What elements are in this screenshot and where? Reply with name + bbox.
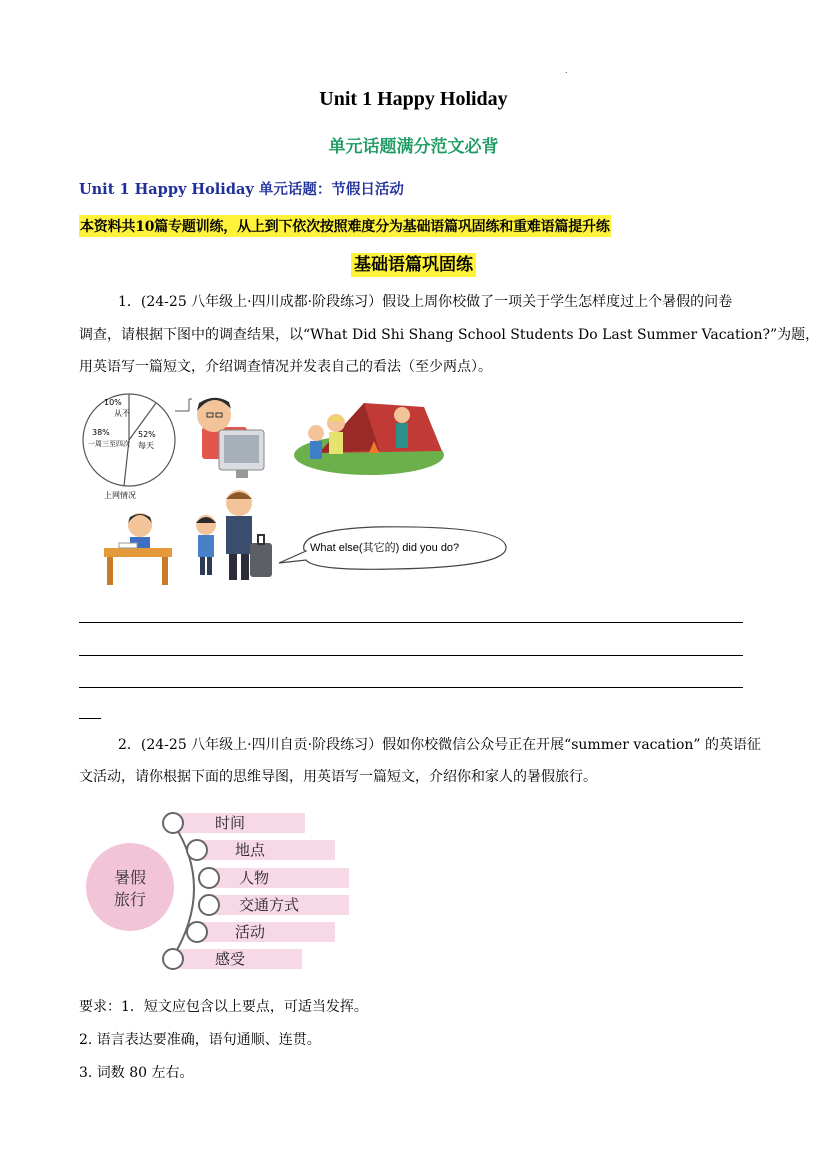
requirement-2: 2. 语言表达要准确，语句通顺、连贯。	[79, 1032, 321, 1048]
q2-line-1: 2．(24-25 八年级上·四川自贡·阶段练习）假如你校微信公众号正在开展“summer vacation” 的英语征	[118, 737, 762, 753]
mind-map-center-line-1: 暑假	[113, 868, 146, 887]
mind-map-item-feelings: 感受	[215, 950, 246, 968]
document-subtitle: 单元话题满分范文必背	[328, 137, 499, 157]
section-heading	[0, 250, 827, 275]
mind-map	[85, 805, 365, 975]
speech-bubble-text: What else(其它的) did you do?	[310, 542, 460, 554]
page-dot: .	[565, 66, 568, 75]
mind-map-item-place: 地点	[235, 841, 266, 859]
mind-map-item-transport: 交通方式	[239, 896, 300, 914]
q1-line-1: 1．(24-25 八年级上·四川成都·阶段练习）假设上周你校做了一项关于学生怎样度过上个暑假的问卷	[118, 294, 733, 310]
section-heading-text: 基础语篇巩固练	[351, 253, 476, 277]
pie-slice-label-never-pct: 10%	[104, 398, 122, 407]
q2-line-2: 文活动，请你根据下面的思维导图，用英语写一篇短文，介绍你和家人的暑假旅行。	[79, 769, 597, 785]
pie-slice-label-weekly: 一周三至四次	[88, 440, 130, 448]
requirement-1: 要求：1．短文应包含以上要点，可适当发挥。	[79, 999, 368, 1015]
mind-map-item-time: 时间	[215, 814, 246, 832]
intro-note: 本资料共10篇专题训练，从上到下依次按照难度分为基础语篇巩固练和重难语篇提升练	[79, 215, 611, 237]
family-travel-illustration	[196, 490, 272, 580]
q1-figure	[74, 385, 524, 590]
pie-caption: 上网情况	[104, 491, 136, 500]
document-title: Unit 1 Happy Holiday	[319, 88, 508, 110]
boy-studying-illustration	[104, 513, 172, 585]
pie-slice-label-never: 从不	[114, 409, 130, 418]
answer-line-2[interactable]	[79, 655, 743, 656]
pie-slice-label-daily: 每天	[138, 441, 154, 450]
q1-line-3: 用英语写一篇短文，介绍调查情况并发表自己的看法（至少两点）。	[79, 359, 492, 375]
unit-topic-line: Unit 1 Happy Holiday 单元话题：节假日活动	[79, 181, 404, 198]
answer-line-1[interactable]	[79, 622, 743, 623]
answer-line-3[interactable]	[79, 687, 743, 688]
answer-line-4[interactable]	[79, 718, 101, 719]
pie-slice-label-weekly-pct: 38%	[92, 428, 110, 437]
mind-map-item-people: 人物	[239, 869, 270, 887]
camping-illustration	[294, 403, 444, 475]
mind-map-center-line-2: 旅行	[113, 890, 146, 909]
requirement-3: 3. 词数 80 左右。	[79, 1065, 194, 1081]
q1-line-2: 调查，请根据下图中的调查结果，以“What Did Shi Shang School Students Do Last Summer Vacation?”为题，	[79, 327, 820, 343]
boy-at-computer-illustration	[197, 398, 264, 478]
mind-map-item-activities: 活动	[235, 923, 266, 941]
pie-slice-label-daily-pct: 52%	[138, 430, 156, 439]
